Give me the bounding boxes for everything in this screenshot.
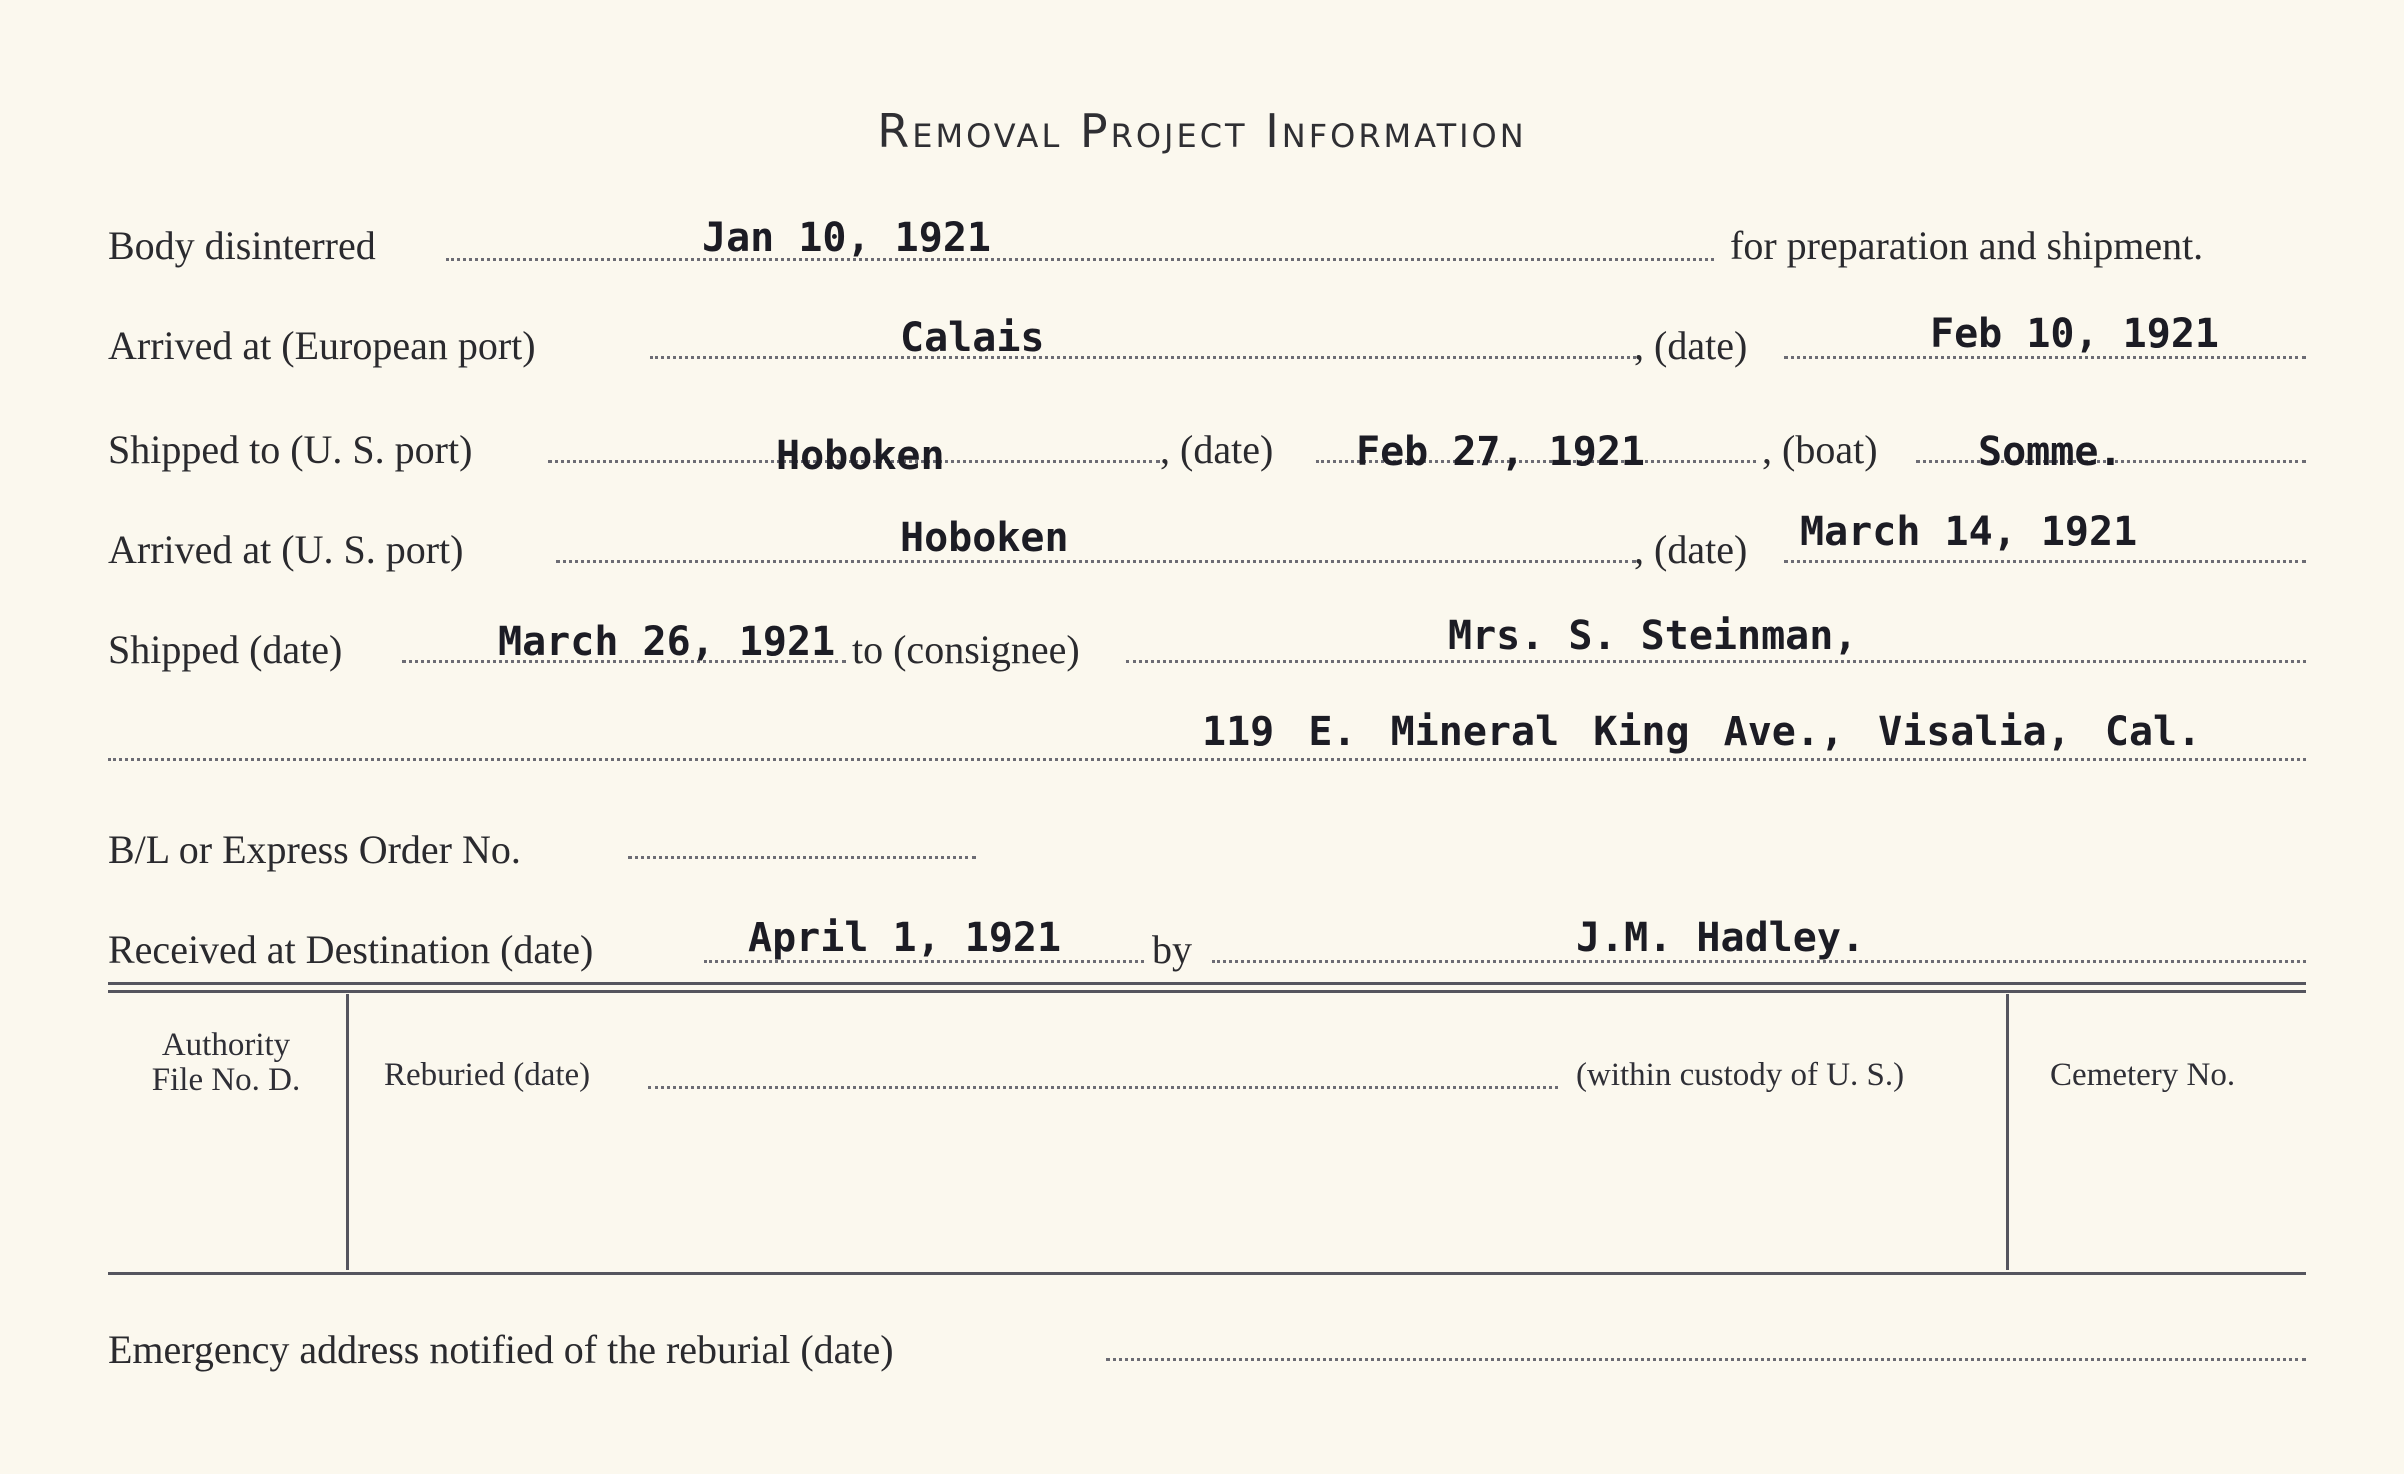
european-port-value: Calais — [900, 315, 1045, 361]
box-divider-left — [346, 994, 349, 1270]
page-title: Removal Project Information — [877, 104, 1527, 158]
box-bottom-rule — [108, 1272, 2306, 1275]
body-disinterred-line — [446, 258, 1714, 261]
reburied-label: Reburied (date) — [384, 1057, 591, 1093]
arrived-us-date-value: March 14, 1921 — [1800, 509, 2138, 555]
arrived-us-port-label: Arrived at (U. S. port) — [108, 527, 464, 572]
consignee-line — [1126, 660, 2306, 663]
shipped-us-boat-value: Somme. — [1978, 429, 2123, 475]
received-by-value: J.M. Hadley. — [1576, 915, 1865, 961]
cemetery-no-label: Cemetery No. — [2050, 1057, 2236, 1093]
shipped-us-boat-label: , (boat) — [1762, 427, 1878, 472]
shipped-us-date-value: Feb 27, 1921 — [1356, 429, 1645, 475]
received-by-label: by — [1152, 927, 1192, 972]
received-label: Received at Destination (date) — [108, 927, 594, 972]
bl-express-order-label: B/L or Express Order No. — [108, 827, 521, 872]
body-disinterred-value: Jan 10, 1921 — [702, 215, 991, 261]
file-no-label: File No. D. — [151, 1061, 301, 1098]
emergency-label: Emergency address notified of the reburial (date) — [108, 1327, 894, 1372]
address-line — [108, 758, 2306, 761]
bl-express-order-line — [628, 856, 976, 859]
european-port-label: Arrived at (European port) — [108, 323, 536, 368]
arrived-us-port-line — [556, 560, 1636, 563]
box-top-rule-2 — [108, 990, 2306, 993]
body-disinterred-label: Body disinterred — [108, 223, 376, 268]
box-top-rule-1 — [108, 982, 2306, 985]
received-date-value: April 1, 1921 — [748, 915, 1062, 961]
arrived-us-date-line — [1784, 560, 2306, 563]
reburied-line — [648, 1086, 1558, 1089]
authority-file-label — [108, 1028, 344, 1097]
consignee-label: to (consignee) — [852, 627, 1080, 672]
authority-label: Authority — [161, 1027, 291, 1063]
arrived-us-port-value: Hoboken — [900, 515, 1069, 561]
shipped-us-port-value: Hoboken — [776, 433, 945, 479]
body-disinterred-suffix: for preparation and shipment. — [1730, 223, 2204, 268]
european-port-date-label: , (date) — [1634, 323, 1748, 368]
shipped-date-value: March 26, 1921 — [498, 619, 836, 665]
box-divider-right — [2006, 994, 2009, 1270]
consignee-value: Mrs. S. Steinman, — [1448, 613, 1858, 659]
shipped-us-date-label: , (date) — [1160, 427, 1274, 472]
arrived-us-date-label: , (date) — [1634, 527, 1748, 572]
consignee-address: 119 E. Mineral King Ave., Visalia, Cal. — [1202, 709, 2202, 755]
shipped-us-port-label: Shipped to (U. S. port) — [108, 427, 473, 472]
shipped-date-label: Shipped (date) — [108, 627, 343, 672]
european-port-line — [650, 356, 1636, 359]
custody-label: (within custody of U. S.) — [1576, 1057, 1905, 1093]
european-port-date-value: Feb 10, 1921 — [1930, 311, 2219, 357]
emergency-line — [1106, 1358, 2306, 1361]
